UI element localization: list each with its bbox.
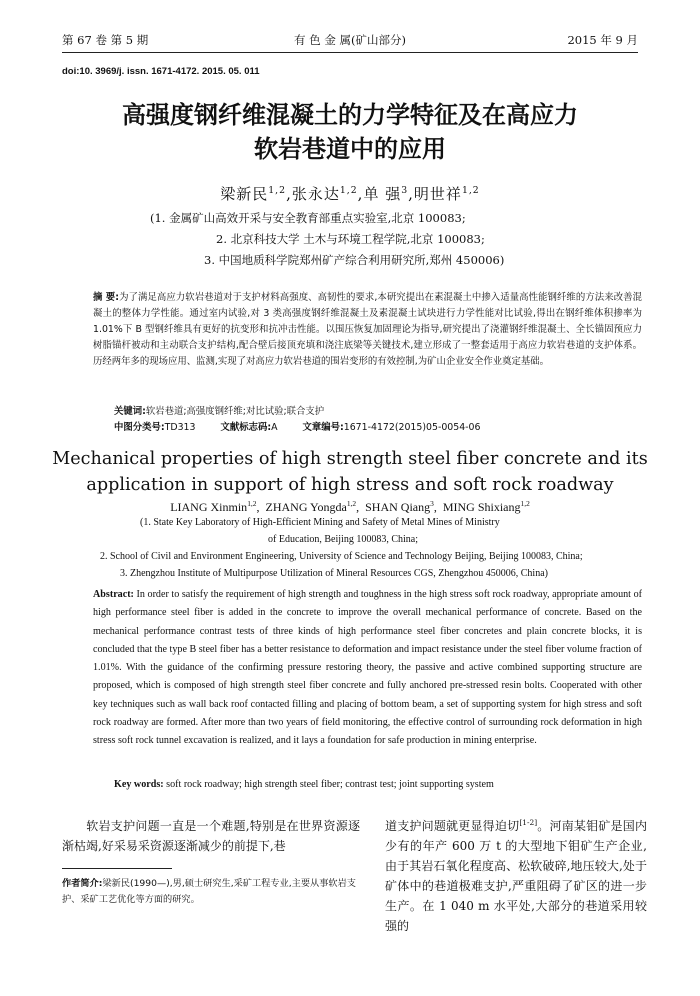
body-paragraph: 软岩支护问题一直是一个难题,特别是在世界资源逐渐枯竭,好采易采资源逐渐减少的前提下,巷 bbox=[62, 819, 360, 853]
title-chinese bbox=[40, 98, 660, 166]
author-affiliation-mark: 1,2 bbox=[268, 185, 287, 196]
clc-number: TD313 bbox=[164, 422, 196, 433]
author-name: 单 强 bbox=[363, 185, 402, 203]
authors-english: LIANG Xinmin$^{1,2}$, ZHANG Yongda$^{1,2}$, SHAN Qiang$^3$, MING Shixiang$^{1,2}$ bbox=[170, 499, 530, 514]
document-code: A bbox=[271, 422, 278, 433]
author-affiliation-mark: 3 bbox=[401, 185, 409, 196]
affiliation-english: 3. Zhengzhou Institute of Multipurpose Utilization of Mineral Resources CGS, Zhengzhou 450006, China) bbox=[120, 568, 548, 579]
citation-ref[interactable]: [1-2] bbox=[519, 818, 538, 827]
running-header bbox=[62, 30, 638, 50]
keywords-english-label: Key words: bbox=[114, 779, 164, 790]
author-affiliation-mark: 1,2 bbox=[346, 499, 357, 508]
abstract-english-text: In order to satisfy the requirement of high strength and toughness in the high stress soft rock roadway, appropriate amount of high performance steel fiber is added in the concrete to improve the overall mechanical performance of concrete. Based on the mechanical performance contrast tests of three kinds of high performance steel fiber concretes and plain concrete blocks, it is concluded that the type B steel fiber has a better resistance to deformation and impact resistance under the steel fiber volume fraction of 1.01%. With the guidance of the confirming pressure restoring theory, the passive and active combined supporting structure are proposed, which is composed of high strength steel fiber concrete and fully anchored pre-stressed resin bolts. Cooperated with other key techniques such as wall back roof contacted filling and placing of bottom beam, a set of supporting system for high stress and soft rock roadway are formed. After more than two years of field monitoring, the effective control of surrounding rock deformation in high stress soft rock tunnel excavation is realized, and it lays a foundation for safe production in mining enterprise. bbox=[93, 589, 642, 747]
classification-line bbox=[114, 419, 481, 433]
footnote-label: 作者简介: bbox=[62, 878, 103, 889]
title-chinese-line-1: 高强度钢纤维混凝土的力学特征及在高应力 bbox=[122, 100, 578, 129]
author-name: 张永达 bbox=[291, 185, 340, 203]
author-affiliation-mark: 1,2 bbox=[247, 499, 257, 508]
author-affiliation-mark: 1,2 bbox=[520, 499, 530, 508]
title-chinese-line-2: 软岩巷道中的应用 bbox=[254, 134, 446, 163]
author-name: MING Shixiang bbox=[442, 500, 521, 514]
footnote-rule bbox=[62, 868, 172, 869]
author-name: SHAN Qiang bbox=[365, 500, 431, 514]
title-english-line-2: application in support of high stress and soft rock roadway bbox=[86, 475, 614, 495]
author-footnote bbox=[62, 876, 360, 908]
abstract-chinese-text: 为了满足高应力软岩巷道对于支护材料高强度、高韧性的要求,本研究提出在素混凝土中掺入适量高性能钢纤维的方法来改善混凝土的整体力学性能。通过室内试验,对 3 类高强度钢纤维混凝土及素混凝土试块进行力学性能对比试验,得出在钢纤维体积掺率为 1.01%下 B 型钢纤维具有更好的抗变形和抗冲击性能。以围压恢复加固理论为指导,研究提出了浇灌钢纤维混凝土、全长锚固预应力树脂锚杆被动和主动联合支护结构,配合壁后接顶充填和浇注底梁等关键技术,建立形成了一整套适用于高应力软岩巷道的支护体系。历经两年多的现场应用、监测,实现了对高应力软岩巷道的围岩变形的有效控制,为矿山企业安全作业奠定基础。 bbox=[93, 292, 642, 367]
affiliation-english: 2. School of Civil and Environment Engineering, University of Science and Technology Beijing, Beijing 100083, China; bbox=[100, 551, 583, 562]
author-affiliation-mark: 1,2 bbox=[461, 185, 480, 196]
author-affiliation-mark: 3 bbox=[430, 499, 434, 508]
header-rule bbox=[62, 52, 638, 53]
body-left-column bbox=[62, 816, 360, 856]
abstract-chinese-label: 摘 要: bbox=[93, 292, 119, 303]
header-date: 2015 年 9 月 bbox=[567, 33, 638, 47]
article-number-label: 文章编号: bbox=[302, 422, 344, 433]
title-english bbox=[40, 446, 660, 498]
author-name: ZHANG Yongda bbox=[265, 500, 347, 514]
keywords-chinese bbox=[114, 403, 324, 417]
article-number: 1671-4172(2015)05-0054-06 bbox=[343, 422, 481, 433]
keywords-english-text: soft rock roadway; high strength steel fiber; contrast test; joint supporting system bbox=[166, 779, 494, 790]
footnote-text: 梁新民(1990—),男,硕士研究生,采矿工程专业,主要从事软岩支护、采矿工艺优化等方面的研究。 bbox=[62, 878, 356, 905]
author-affiliation-mark: 1,2 bbox=[339, 185, 358, 196]
clc-label: 中图分类号: bbox=[114, 422, 165, 433]
affiliation-english: (1. State Key Laboratory of High-Efficient Mining and Safety of Metal Mines of Ministry bbox=[140, 517, 500, 528]
authors-chinese: 梁新民$^{1,2}$,张永达$^{1,2}$,单 强$^3$,明世祥$^{1,2}$ bbox=[220, 185, 480, 203]
keywords-chinese-text: 软岩巷道;高强度钢纤维;对比试验;联合支护 bbox=[145, 406, 325, 417]
title-english-line-1: Mechanical properties of high strength steel fiber concrete and its bbox=[52, 449, 648, 469]
author-name: 梁新民 bbox=[220, 185, 269, 203]
header-volume-issue: 第 67 卷 第 5 期 bbox=[62, 33, 149, 47]
document-code-label: 文献标志码: bbox=[220, 422, 272, 433]
body-paragraph-rest: 。河南某钼矿是国内少有的年产 600 万 t 的大型地下钼矿生产企业,由于其岩石氧化程度高、松软破碎,地压较大,处于矿体中的巷道极难支护,严重阻碍了矿区的进一步生产。在 1 040 m 水平处,大部分的巷道采用较强的 bbox=[385, 819, 647, 933]
affiliation-chinese: 2. 北京科技大学 土木与环境工程学院,北京 100083; bbox=[216, 232, 485, 246]
abstract-english-label: Abstract: bbox=[93, 589, 134, 600]
abstract-chinese bbox=[93, 290, 642, 370]
keywords-english bbox=[114, 779, 494, 790]
keywords-chinese-label: 关键词: bbox=[114, 406, 146, 417]
header-journal-name: 有 色 金 属(矿山部分) bbox=[294, 33, 406, 47]
affiliation-chinese: 3. 中国地质科学院郑州矿产综合利用研究所,郑州 450006) bbox=[204, 253, 505, 267]
doi[interactable]: doi:10. 3969/j. issn. 1671-4172. 2015. 05. 011 bbox=[62, 66, 260, 77]
author-name: LIANG Xinmin bbox=[170, 500, 248, 514]
affiliation-chinese: (1. 金属矿山高效开采与安全教育部重点实验室,北京 100083; bbox=[150, 211, 466, 225]
affiliation-english: of Education, Beijing 100083, China; bbox=[268, 534, 418, 545]
body-right-column bbox=[385, 816, 647, 936]
abstract-english bbox=[93, 586, 642, 751]
body-paragraph-start: 道支护问题就更显得迫切 bbox=[385, 819, 520, 833]
author-name: 明世祥 bbox=[413, 185, 462, 203]
